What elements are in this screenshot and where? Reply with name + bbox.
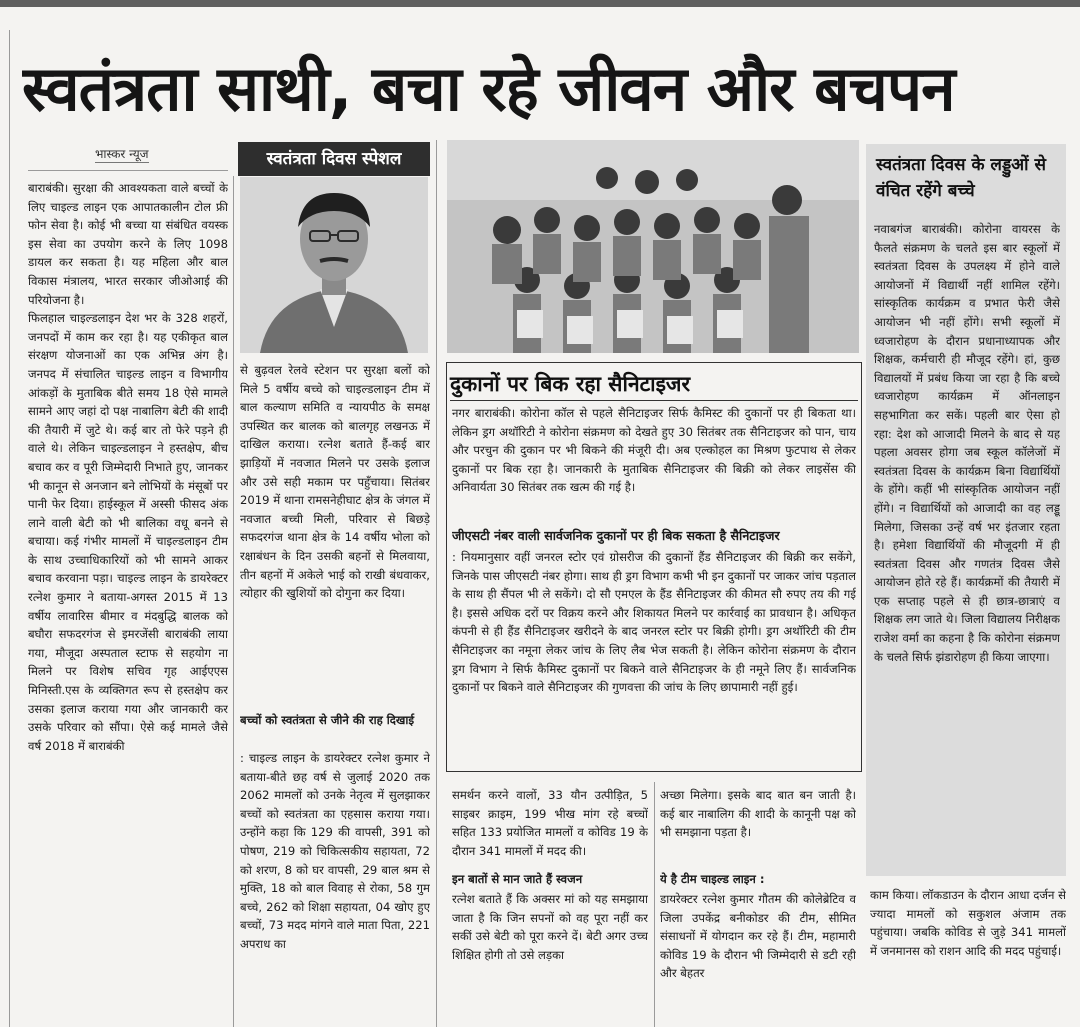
column-3-text: समर्थन करने वालों, 33 यौन उत्पीड़ित, 5 साइबर क्राइम, 199 भीख मांग रहे बच्चों सहित 133 प्रयोजित मामलों व कोविड 19 के दौरान 341 मामलों में मदद की।: [452, 788, 648, 858]
column-1-text: बाराबंकी। सुरक्षा की आवश्यकता वाले बच्चों के लिए चाइल्ड लाइन एक आपातकालीन टोल फ्री फोन सेवा है। कोई भी बच्चा या संबंधित वयस्क इस सेवा का उपयोग करने के लिए 1098 डायल कर सकता है। यह महिला और बाल विकास मंत्रालय, भारत सरकार जीओआई की परियोजना है। फिलहाल चाइल्डलाइन देश भर के 328 शहरों, जनपदों में काम कर रहा है। यह एकीकृत बाल संरक्षण योजनाओं का एक अभिन्न अंग है। जनपद में संचालित चाइल्ड लाइन व विभागीय आंकड़ों के मुताबिक बीते समय 18 ऐसे मामले सामने आए जहां दो पक्ष नाबालिग बेटी की शादी की तैयारी में जुटे थे। कई बार तो फेरे पड़ने ही वाले थे। लेकिन चाइल्डलाइन ने हस्तक्षेप, बीच बचाव कर व पूरी जिम्मेदारी निभाते हुए, जानकर भी कानून से अनजान बने लोभियों के मंसूबों पर पानी फेर दिया। हाईस्कूल में अस्सी फीसद अंक लाने वाली बेटी को भी बालिका वधू बनने से बचाया। कई गंभीर मामलों में चाइल्डलाइन टीम के साथ उच्चाधिकारियों को भी सामने आकर बचाव करवाना पड़ा। चाइल्ड लाइन के डायरेक्टर रत्नेश कुमार ने बताया-अगस्त 2015 में 13 वर्षीय लावारिस बीमार व मंदबुद्धि बालक को बघौरा सफदरगंज से इमरजेंसी बाराबंकी लाया गया, मौजूदा अस्पताल स्टाफ से सहयोग ना मिलने पर विशेष सचिव गृह आईएएस मिनिस्ती.एस के व्यक्तिगत रूप से हस्तक्षेप कर उसका इलाज कराया गया और जानकारी कर उसके परिवार को सौंपा। ऐसे कई मामले जैसे वर्ष 2018 में बाराबंकी: [28, 181, 228, 753]
column-3-text-continued: रत्नेश बताते हैं कि अक्सर मां को यह समझाया जाता है कि जिन सपनों को वह पूरा नहीं कर सकीं उसे बेटी को पूरा करने दें। बेटी अगर उच्च शिक्षित होगी तो उसे लड़का: [452, 892, 648, 962]
portrait-man-icon: [240, 177, 428, 353]
byline: भास्कर न्यूज: [95, 147, 149, 161]
special-label: स्वतंत्रता दिवस स्पेशल: [238, 142, 430, 176]
column-2-text-continued: : चाइल्ड लाइन के डायरेक्टर रत्नेश कुमार ने बताया-बीते छह वर्ष से जुलाई 2020 तक 2062 मामलों को उनके नेतृत्व में सुलझाकर बच्चों को स्वतंत्रता का एहसास कराया गया। उन्होंने कहा कि 129 की वापसी, 391 को पोषण, 219 को चिकित्सकीय सहायता, 72 को शरण, 8 को घर वापसी, 29 बाल श्रम से मुक्ति, 18 को बाल विवाह से रोका, 58 गुम बच्चे, 262 को शिक्षा सहायता, 04 खोए हुए बच्चों, 73 मदद मांगने वाले माता पिता, 221 अपराध का: [240, 751, 430, 951]
column-rule-1: [233, 176, 234, 1027]
box-subhead: जीएसटी नंबर वाली सार्वजनिक दुकानों पर ही बिक सकता है सैनिटाइजर: [452, 528, 780, 543]
sidebar-text: नवाबगंज बाराबंकी। कोरोना वायरस के फैलते संक्रमण के चलते इस बार स्कूलों में स्वतंत्रता दिवस के उपलक्ष्य में होने वाले आयोजनों में विद्यार्थी नहीं शामिल रहेंगे। सांस्कृतिक कार्यक्रम व प्रभात फेरी जैसे आयोजन भी नहीं होंगे। सभी स्कूलों में ध्वजारोहण के दौरान प्रधानाध्यापक और शिक्षक, कर्मचारी ही मौजूद रहेंगे। हां, कुछ विद्यालयों में प्रबंध किया जा रहा है कि बच्चे ध्वजारोहण कार्यक्रम में ऑनलाइन सहभागिता कर सकें। पहली बार ऐसा हो रहा: देश को आजादी मिलने के बाद से यह पहला अवसर होगा जब स्कूल कॉलेजों में स्वतंत्रता दिवस के कार्यक्रम बिना विद्यार्थियों के होंगे। कहीं भी सांस्कृतिक आयोजन नहीं होंगे। न विद्यार्थियों को आजादी का वह लड्डू मिलेगा, जिसका उन्हें वर्ष भर इंतजार रहता है। हमेशा विद्यार्थियों की मौजूदगी में ही स्वतंत्रता दिवस और गणतंत्र दिवस जैसे आयोजन होते रहे हैं। कार्यक्रमों की तैयारी में एक सप्ताह पहले से ही छात्र-छात्राएं व शिक्षक लग जाते थे। जिला विद्यालय निरीक्षक राजेश वर्मा का कहना है कि कोरोना संक्रमण के चलते सिर्फ झंडारोहण ही किया जाएगा।: [874, 222, 1060, 664]
box-headline: दुकानों पर बिक रहा सैनिटाइजर: [450, 372, 691, 396]
portrait-photo: [240, 177, 428, 353]
byline-rule: [28, 170, 228, 171]
column-4-text: अच्छा मिलेगा। इसके बाद बात बन जाती है। कई बार नाबालिग की शादी के कानूनी पक्ष को भी समझाना पड़ता है।: [660, 788, 856, 840]
headline: स्वतंत्रता साथी, बचा रहे जीवन और बचपन: [22, 52, 955, 125]
column-3-subhead: इन बातों से मान जाते हैं स्वजन: [452, 872, 583, 886]
group-children-photo: [447, 140, 859, 353]
box-text: नगर बाराबंकी। कोरोना कॉल से पहले सैनिटाइजर सिर्फ कैमिस्ट की दुकानों पर ही बिकता था। लेकिन ड्रग अथॉरिटी ने कोरोना संक्रमण को देखते हुए 30 सितंबर तक सैनिटाइजर को पान, चाय और परचुन की दुकान पर भी बिकने की मंजूरी दी। अब एल्कोहल का मिश्रण फुटपाथ से लेकर दुकानों पर बिक रहा है। जानकारी के मुताबिक सैनिटाइजर की बिक्री को लेकर लाइसेंस की अनिवार्यता 30 सितंबर तक खत्म की गई है।: [452, 406, 856, 495]
column-2-subhead: बच्चों को स्वतंत्रता से जीने की राह दिखाई: [240, 713, 415, 727]
sidebar-headline: स्वतंत्रता दिवस के लड्डुओं से वंचित रहेंगे बच्चे: [876, 155, 1046, 201]
left-margin-fold: [0, 30, 10, 1027]
box-headline-rule: [450, 400, 858, 401]
top-border-bar: [0, 0, 1080, 7]
column-rule-2: [436, 140, 437, 1027]
column-4-text-continued: डायरेक्टर रत्नेश कुमार गौतम की कोलेब्रेटिव व जिला उपकेंद्र बनीकोडर की टीम, सीमित संसाधनों में योगदान कर रहे हैं। टीम, महामारी कोविड 19 के दौरान भी जिम्मेदारी से डटी रही और बेहतर: [660, 892, 856, 981]
box-text-continued: : नियमानुसार वहीं जनरल स्टोर एवं ग्रोसरीज की दुकानों हैंड सैनिटाइजर की बिक्री कर सकेंगे, जिनके पास जीएसटी नंबर होगा। साथ ही ड्रग विभाग कभी भी इन दुकानों पर जाकर जांच पड़ताल के साथ ही सैंपल भी ले सकेंगे। दो सौ एमएल के हैंड सैनिटाइजर की कीमत सौ रुपए तय की गई है। इससे अधिक दरों पर विक्रय करने और शिकायत मिलने पर कार्रवाई का प्रावधान है। अधिकृत कंपनी से ही हैंड सैनिटाइजर खरीदने के बाद जनरल स्टोर पर बिक्री होगी। ड्रग अथॉरिटी की टीम सैनिटाइजर का नमूना लेकर जांच के लिए लैब भेज सकती है। लेकिन कोरोना संक्रमण के दौरान ड्रग विभाग ने सिर्फ कैमिस्ट दुकानों पर बिकने वाले सैनिटाइजर के ही नमूने लिए हैं। सार्वजनिक दुकानों पर बिकने वाले सैनिटाइजर की गुणवत्ता की जांच के लिए छापामारी नहीं हुई।: [452, 550, 856, 695]
children-group-icon: [447, 140, 859, 353]
column-5-text: काम किया। लॉकडाउन के दौरान आधा दर्जन से ज्यादा मामलों को सकुशल अंजाम तक पहुंचाया। जबकि कोविड से जुड़े 341 मामलों में जनमानस को राशन आदि की मदद पहुंचाई।: [870, 888, 1066, 958]
column-rule-3: [654, 782, 655, 1027]
column-2-text: से बुढ़वल रेलवे स्टेशन पर सुरक्षा बलों को मिले 5 वर्षीय बच्चे को चाइल्डलाइन टीम में बाल कल्याण समिति व न्यायपीठ के समक्ष उपस्थित कर बालक को बालगृह लखनऊ में दाखिल कराया। रत्नेश बताते हैं-कई बार झाड़ियों में नवजात मिलने पर उसके इलाज और उसे सही मकाम पर पहुँचाया। सितंबर 2019 में थाना रामसनेहीघाट क्षेत्र के जंगल में नवजात बच्ची मिली, परिवार से बिछड़े सफदरगंज थाना क्षेत्र के 14 वर्षीय भोला को रक्षाबंधन के दिन उसकी बहनों से मिलवाया, तीन बहनों में अकेले भाई को राखी बंधवाकर, त्योहार की खुशियों को दोगुना कर दिया।: [240, 363, 430, 601]
column-4-subhead: ये है टीम चाइल्ड लाइन :: [660, 872, 765, 886]
